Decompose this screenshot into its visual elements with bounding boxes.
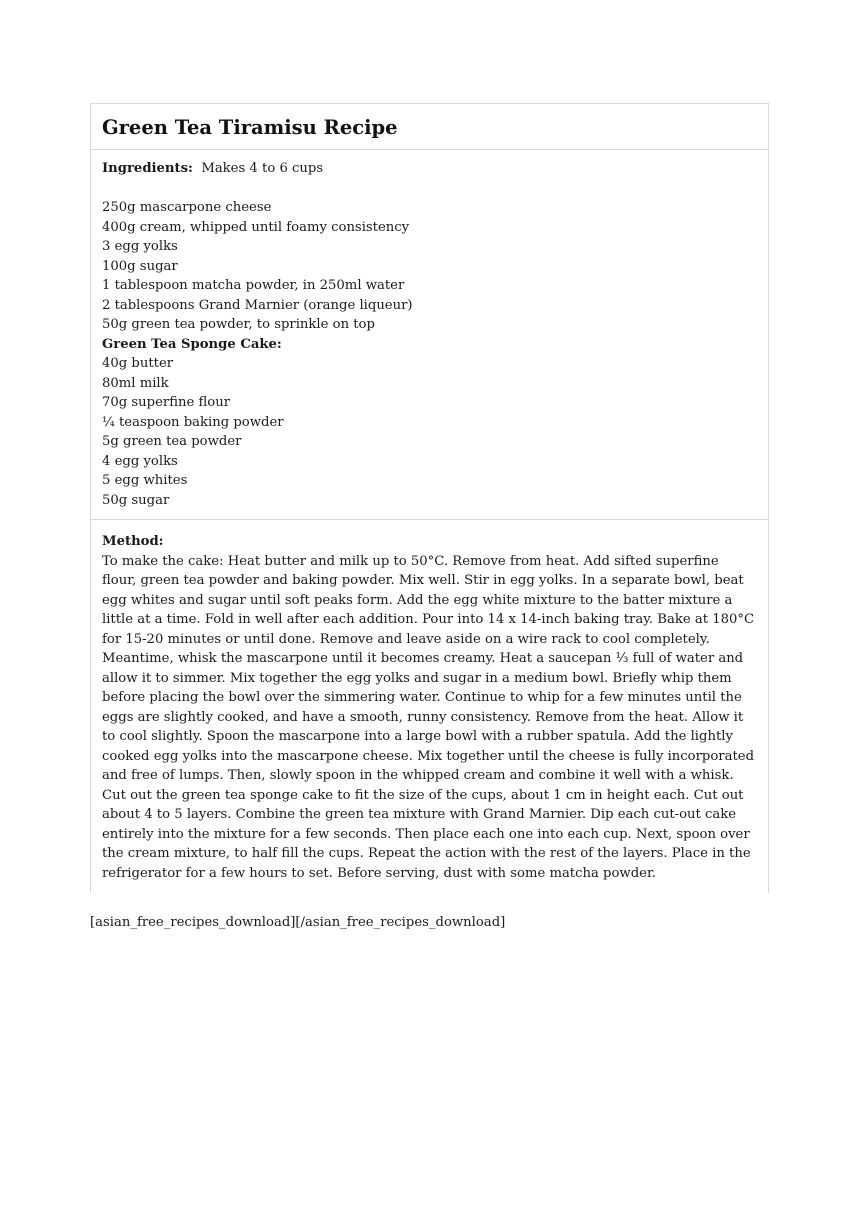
ingredient-item: 50g green tea powder, to sprinkle on top: [102, 317, 375, 332]
sponge-ingredient-item: 50g sugar: [102, 492, 170, 508]
ingredients-label: Ingredients:: [102, 161, 193, 176]
sponge-ingredient-item: 70g superfine flour: [102, 395, 231, 410]
ingredient-item: 100g sugar: [102, 258, 178, 274]
sponge-ingredient-item: 80ml milk: [102, 375, 169, 391]
sponge-ingredient-item: 4 egg yolks: [102, 453, 178, 469]
ingredient-item: 2 tablespoons Grand Marnier (orange liqueur): [102, 297, 413, 313]
method-label: Method:: [102, 534, 164, 549]
recipe-yield: Makes 4 to 6 cups: [201, 161, 324, 176]
sponge-ingredient-item: 5 egg whites: [102, 473, 188, 488]
ingredients-header: [102, 159, 757, 179]
ingredient-item: 250g mascarpone cheese: [102, 200, 272, 215]
sponge-ingredient-item: 5g green tea powder: [102, 434, 242, 449]
ingredient-item: 1 tablespoon matcha powder, in 250ml water: [102, 278, 405, 293]
sponge-ingredient-item: ¼ teaspoon baking powder: [102, 414, 284, 430]
title-row: [91, 104, 768, 150]
sponge-ingredient-item: 40g butter: [102, 356, 174, 371]
download-shortcode: [asian_free_recipes_download][/asian_free_recipes_download]: [90, 915, 506, 930]
sponge-cake-label: Green Tea Sponge Cake:: [102, 336, 282, 352]
method-text: To make the cake: Heat butter and milk up to 50°C. Remove from heat. Add sifted superfine flour, green tea powder and baking powder. Mix well. Stir in egg yolks. In a separate bowl, beat egg whites and sugar until soft peaks form. Add the egg white mixture to the batter mixture a little at a time. Fold in well after each addition. Pour into 14 x 14-inch baking tray. Bake at 180°C for 15-20 minutes or until done. Remove and leave aside on a wire rack to cool completely. Meantime, whisk the mascarpone until it becomes creamy. Heat a saucepan ⅓ full of water and allow it to simmer. Mix together the egg yolks and sugar in a medium bowl. Briefly whip them before placing the bowl over the simmering water. Continue to whip for a few minutes until the eggs are slightly cooked, and have a smooth, runny consistency. Remove from the heat. Allow it to cool slightly. Spoon the mascarpone into a large bowl with a rubber spatula. Add the lightly cooked egg yolks into the mascarpone cheese. Mix together until the cheese is fully incorporated and free of lumps. Then, slowly spoon in the whipped cream and combine it well with a whisk. Cut out the green tea sponge cake to fit the size of the cups, about 1 cm in height each. Cut out about 4 to 5 layers. Combine the green tea mixture with Grand Marnier. Dip each cut-out cake entirely into the mixture for a few seconds. Then place each one into each cup. Next, spoon over the cream mixture, to half fill the cups. Repeat the action with the rest of the layers. Place in the refrigerator for a few hours to set. Before serving, dust with some matcha powder.: [102, 553, 755, 881]
recipe-card: [90, 103, 769, 893]
ingredients-section: [91, 150, 768, 520]
ingredient-item: 3 egg yolks: [102, 239, 178, 254]
method-section: [91, 520, 768, 893]
ingredient-item: 400g cream, whipped until foamy consistency: [102, 219, 410, 235]
recipe-title: Green Tea Tiramisu Recipe: [102, 116, 398, 139]
